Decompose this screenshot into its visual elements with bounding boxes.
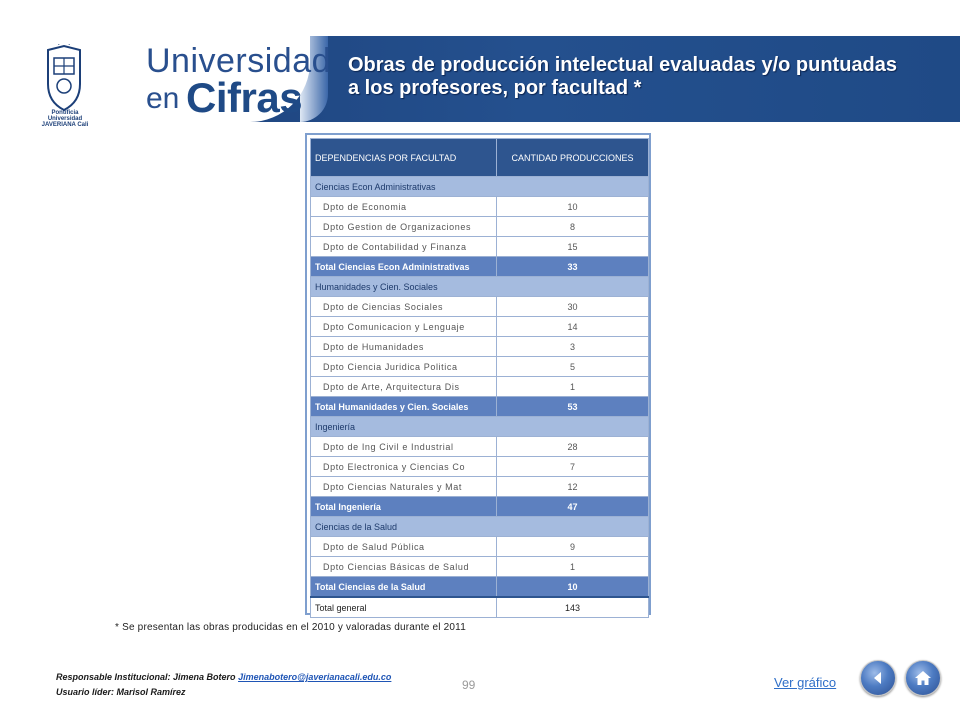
row-value: 10 xyxy=(497,197,649,217)
table-row xyxy=(311,377,649,397)
back-arrow-icon xyxy=(868,668,888,688)
responsible-email-link[interactable]: Jimenabotero@javerianacali.edu.co xyxy=(238,672,392,682)
group-row xyxy=(311,277,649,297)
table-row xyxy=(311,457,649,477)
row-label: Dpto Ciencias Naturales y Mat xyxy=(311,477,497,497)
row-value: 9 xyxy=(497,537,649,557)
brand-cifras: Cifras xyxy=(186,74,303,121)
lead-user-label: Usuario líder: Marisol Ramírez xyxy=(56,687,186,697)
group-label: Ciencias Econ Administrativas xyxy=(311,177,649,197)
row-label: Total Humanidades y Cien. Sociales xyxy=(311,397,497,417)
responsible-label: Responsable Institucional: Jimena Botero xyxy=(56,672,236,682)
page-number: 99 xyxy=(462,678,476,692)
column-header-cantidad: CANTIDAD PRODUCCIONES xyxy=(497,139,649,177)
row-value: 5 xyxy=(497,357,649,377)
table-body xyxy=(311,177,649,618)
table-row xyxy=(311,217,649,237)
row-value: 8 xyxy=(497,217,649,237)
row-label: Dpto Ciencia Juridica Politica xyxy=(311,357,497,377)
home-icon xyxy=(913,668,933,688)
row-value: 1 xyxy=(497,377,649,397)
row-value: 47 xyxy=(497,497,649,517)
row-value: 28 xyxy=(497,437,649,457)
total-row xyxy=(311,257,649,277)
responsible-info xyxy=(56,670,391,700)
production-table-frame xyxy=(305,133,651,615)
row-label: Total Ciencias de la Salud xyxy=(311,577,497,598)
table-row xyxy=(311,557,649,577)
brand-en: en xyxy=(146,82,180,115)
table-row xyxy=(311,197,649,217)
university-crest-icon xyxy=(40,44,88,114)
row-label: Dpto Electronica y Ciencias Co xyxy=(311,457,497,477)
row-value: 10 xyxy=(497,577,649,598)
crest-caption: Pontificia Universidad JAVERIANA Cali xyxy=(41,110,89,128)
row-label: Dpto de Ciencias Sociales xyxy=(311,297,497,317)
row-label: Dpto Gestion de Organizaciones xyxy=(311,217,497,237)
group-row xyxy=(311,177,649,197)
table-row xyxy=(311,477,649,497)
row-label: Dpto de Contabilidad y Finanza xyxy=(311,237,497,257)
row-label: Total Ingeniería xyxy=(311,497,497,517)
row-label: Dpto Ciencias Básicas de Salud xyxy=(311,557,497,577)
row-value: 143 xyxy=(497,597,649,618)
home-button[interactable] xyxy=(905,660,941,696)
row-value: 53 xyxy=(497,397,649,417)
row-value: 15 xyxy=(497,237,649,257)
row-label: Dpto de Humanidades xyxy=(311,337,497,357)
row-value: 33 xyxy=(497,257,649,277)
table-row xyxy=(311,237,649,257)
ver-grafico-link[interactable]: Ver gráfico xyxy=(774,675,837,690)
row-value: 3 xyxy=(497,337,649,357)
production-table xyxy=(310,138,649,618)
total-row xyxy=(311,397,649,417)
row-value: 1 xyxy=(497,557,649,577)
total-row xyxy=(311,577,649,598)
group-label: Ciencias de la Salud xyxy=(311,517,649,537)
group-row xyxy=(311,517,649,537)
total-row xyxy=(311,497,649,517)
group-row xyxy=(311,417,649,437)
table-row xyxy=(311,337,649,357)
group-label: Humanidades y Cien. Sociales xyxy=(311,277,649,297)
row-label: Total general xyxy=(311,597,497,618)
table-row xyxy=(311,297,649,317)
row-label: Dpto de Salud Pública xyxy=(311,537,497,557)
table-header-row xyxy=(311,139,649,177)
table-row xyxy=(311,357,649,377)
row-label: Dpto de Arte, Arquitectura Dis xyxy=(311,377,497,397)
column-header-dependencias: DEPENDENCIAS POR FACULTAD xyxy=(311,139,497,177)
back-button[interactable] xyxy=(860,660,896,696)
grand-row xyxy=(311,597,649,618)
row-label: Dpto Comunicacion y Lenguaje xyxy=(311,317,497,337)
brand-universidad: Universidad xyxy=(146,42,332,80)
header-banner xyxy=(0,36,960,128)
table-row xyxy=(311,317,649,337)
page-title: Obras de producción intelectual evaluadas y/o puntuadas a los profesores, por facultad * xyxy=(348,54,898,99)
row-label: Dpto de Ing Civil e Industrial xyxy=(311,437,497,457)
table-row xyxy=(311,537,649,557)
footnote: * Se presentan las obras producidas en el 2010 y valoradas durante el 2011 xyxy=(115,622,466,633)
row-value: 7 xyxy=(497,457,649,477)
row-value: 30 xyxy=(497,297,649,317)
table-row xyxy=(311,437,649,457)
row-label: Total Ciencias Econ Administrativas xyxy=(311,257,497,277)
group-label: Ingeniería xyxy=(311,417,649,437)
row-label: Dpto de Economia xyxy=(311,197,497,217)
row-value: 14 xyxy=(497,317,649,337)
row-value: 12 xyxy=(497,477,649,497)
